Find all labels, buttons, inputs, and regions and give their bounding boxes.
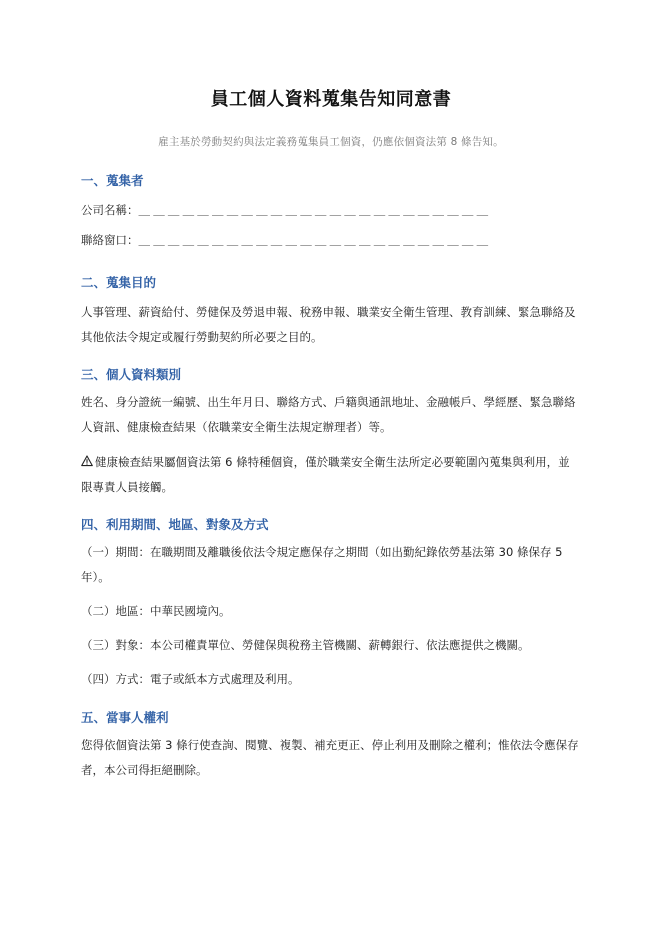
section-rights-text: 您得依個資法第 3 條行使查詢、閱覽、複製、補充更正、停止利用及刪除之權利；惟依法令應保存者，本公司得拒絕刪除。 — [81, 738, 579, 777]
health-data-warning — [81, 450, 581, 500]
usage-period-item: （一）期間：在職期間及離職後依法令規定應保存之期間（如出勤紀錄依勞基法第 30 條保存 5 年）。 — [81, 545, 563, 584]
section-purpose-text: 人事管理、薪資給付、勞健保及勞退申報、稅務申報、職業安全衛生管理、教育訓練、緊急聯絡及其他依法令規定或履行勞動契約所必要之目的。 — [81, 305, 576, 344]
company-name-label: 公司名稱： — [81, 203, 139, 217]
section-categories-text: 姓名、身分證統一編號、出生年月日、聯絡方式、戶籍與通訊地址、金融帳戶、學經歷、緊急聯絡人資訊、健康檢查結果（依職業安全衛生法規定辦理者）等。 — [81, 395, 576, 434]
usage-region-item: （二）地區：中華民國境內。 — [81, 604, 231, 618]
contact-row — [81, 230, 581, 250]
document-title: 員工個人資料蒐集告知同意書 — [210, 89, 452, 110]
usage-recipients-item: （三）對象：本公司權責單位、勞健保與稅務主管機關、薪轉銀行、依法應提供之機關。 — [81, 638, 530, 652]
section-usage-heading: 四、利用期間、地區、對象及方式 — [81, 517, 269, 532]
section-purpose-heading: 二、蒐集目的 — [81, 275, 157, 290]
company-name-field[interactable]: ＿＿＿＿＿＿＿＿＿＿＿＿＿＿＿＿＿＿＿＿＿＿＿＿ — [138, 203, 492, 217]
document-subtitle: 雇主基於勞動契約與法定義務蒐集員工個資，仍應依個資法第 8 條告知。 — [158, 136, 504, 148]
contact-field[interactable]: ＿＿＿＿＿＿＿＿＿＿＿＿＿＿＿＿＿＿＿＿＿＿＿＿ — [138, 233, 492, 247]
usage-method-item: （四）方式：電子或紙本方式處理及利用。 — [81, 672, 300, 686]
section-collector-heading: 一、蒐集者 — [81, 173, 144, 188]
section-categories-heading: 三、個人資料類別 — [81, 367, 182, 382]
contact-label: 聯絡窗口： — [81, 233, 139, 247]
company-name-row — [81, 200, 581, 220]
section-rights-heading: 五、當事人權利 — [81, 710, 169, 725]
health-data-warning-text: 健康檢查結果屬個資法第 6 條特種個資，僅於職業安全衛生法所定必要範圍內蒐集與利用，並限專責人員接觸。 — [81, 455, 570, 494]
warning-icon — [81, 455, 93, 467]
